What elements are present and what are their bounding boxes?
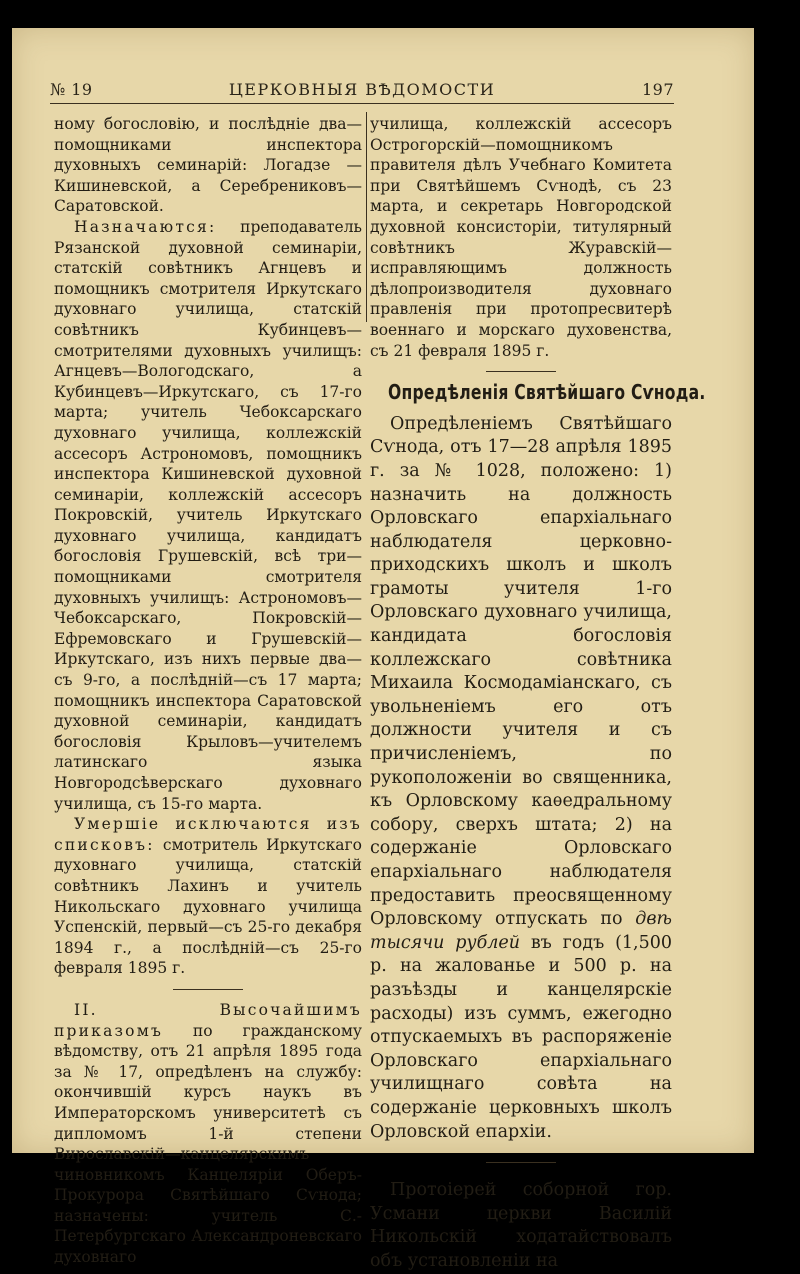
paragraph-body: по гражданскому вѣдомству, отъ 21 апрѣля 1895 года за № 17, опредѣленъ на службу: окончившій курсъ наукъ въ Императорскомъ университетѣ съ дипломомъ 1-й степени Вирославскій—канцелярскимъ чиновникомъ Канцеляріи Оберъ-Прокурора Святѣйшаго Сѵнода; назначены: учитель С.-Петербургскаго Александроневскаго духовнаго (54, 1021, 362, 1267)
paragraph: Протоіерей соборной гор. Усмани церкви Василій Никольскій ходатайствовалъ объ установленіи на (370, 1180, 672, 1271)
paragraph-lead: II. Высочайшимъ приказомъ (54, 1000, 362, 1040)
right-column (370, 114, 706, 1274)
paragraph: училища, коллежскій ассесоръ Острогорскій—помощникомъ правителя дѣлъ Учебнаго Комитета при Святѣйшемъ Сѵнодѣ, съ 23 марта, и секретарь Новгородской духовной консисторіи, титулярный совѣтникъ Журавскій—исправляющимъ должность дѣлопроизводителя духовнаго правленія при протопресвитерѣ военнаго и морскаго духовенства, съ 21 февраля 1895 г. (370, 115, 672, 360)
page-number: 197 (641, 80, 674, 99)
section-title: Опредѣленія Святѣйшаго Сѵнода. (388, 380, 706, 405)
paragraph-italic: двѣ тысячи рублей (370, 909, 672, 953)
paragraph-lead: Назначаются: (74, 217, 217, 236)
left-column (54, 114, 362, 1268)
header-rule (50, 103, 674, 104)
paragraph-body: преподаватель Рязанской духовной семинаріи, статскій совѣтникъ Агнцевъ и помощникъ смотрителя Иркутскаго духовнаго училища, статскій совѣтникъ Кубинцевъ—смотрителями духовныхъ училищъ: Агнцевъ—Вологодскаго, а Кубинцевъ—Иркутскаго, съ 17-го марта; учитель Чебоксарскаго духовнаго училища, коллежскій ассесоръ Астрономовъ, помощникъ инспектора Кишиневской духовной семинаріи, коллежскій ассесоръ Покровскій, учитель Иркутскаго духовнаго училища, кандидатъ богословія Грушевскій, всѣ три—помощниками смотрителя духовныхъ училищъ: Астрономовъ—Чебоксарскаго, Покровскій—Ефремовскаго и Грушевскій—Иркутскаго, изъ нихъ первые два—съ 9-го, а послѣдній—съ 17 марта; помощникъ инспектора Саратовской духовной семинаріи, кандидатъ богословія Крыловъ—учителемъ латинскаго языка Новгородсѣверскаго духовнаго училища, съ 15-го марта. (54, 217, 362, 813)
section-separator (173, 989, 243, 990)
paragraph: ному богословію, и послѣдніе два—помощниками инспектора духовныхъ семинарій: Логадзе — Кишиневской, а Серебрениковъ—Саратовской. (54, 115, 362, 216)
running-header (50, 78, 674, 104)
paragraph (370, 413, 672, 1144)
paragraph (54, 217, 362, 814)
section-separator (486, 371, 556, 372)
paragraph (54, 1000, 362, 1268)
column-divider (366, 112, 367, 322)
paragraph-body: въ годъ (1,500 р. на жалованье и 500 р. на разъѣзды и канцелярскіе расходы) изъ суммъ, ежегодно отпускаемыхъ въ распоряженіе Орловскаго епархіальнаго училищнаго совѣта на содержаніе церковныхъ школъ Орловской епархіи. (370, 932, 672, 1142)
paragraph-lead: Умершіе исключаются изъ списковъ: (54, 815, 362, 854)
paragraph-body: смотритель Иркутскаго духовнаго училища, статскій совѣтникъ Лахинъ и учитель Никольскаго духовнаго училища Успенскій, первый—съ 25-го декабря 1894 г., а послѣдній—съ 25-го февраля 1895 г. (54, 835, 362, 978)
section-separator (486, 1162, 556, 1163)
publication-title: ЦЕРКОВНЫЯ ВѢДОМОСТИ (228, 80, 496, 99)
issue-number: № 19 (50, 80, 93, 99)
paragraph (54, 814, 362, 979)
paragraph-body: Опредѣленіемъ Святѣйшаго Сѵнода, отъ 17—28 апрѣля 1895 г. за № 1028, положено: 1) назначить на должность Орловскаго епархіальнаго наблюдателя церковно-приходскихъ школъ и школъ грамоты учителя 1-го Орловскаго духовнаго училища, кандидата богословія коллежскаго совѣтника Михаила Космодаміанскаго, съ увольненіемъ его отъ должности учителя и съ причисленіемъ, по рукоположеніи во священника, къ Орловскому каѳедральному собору, сверхъ штата; 2) на содержаніе Орловскаго епархіальнаго наблюдателя предоставить преосвященному Орловскому отпускать по (370, 413, 672, 930)
